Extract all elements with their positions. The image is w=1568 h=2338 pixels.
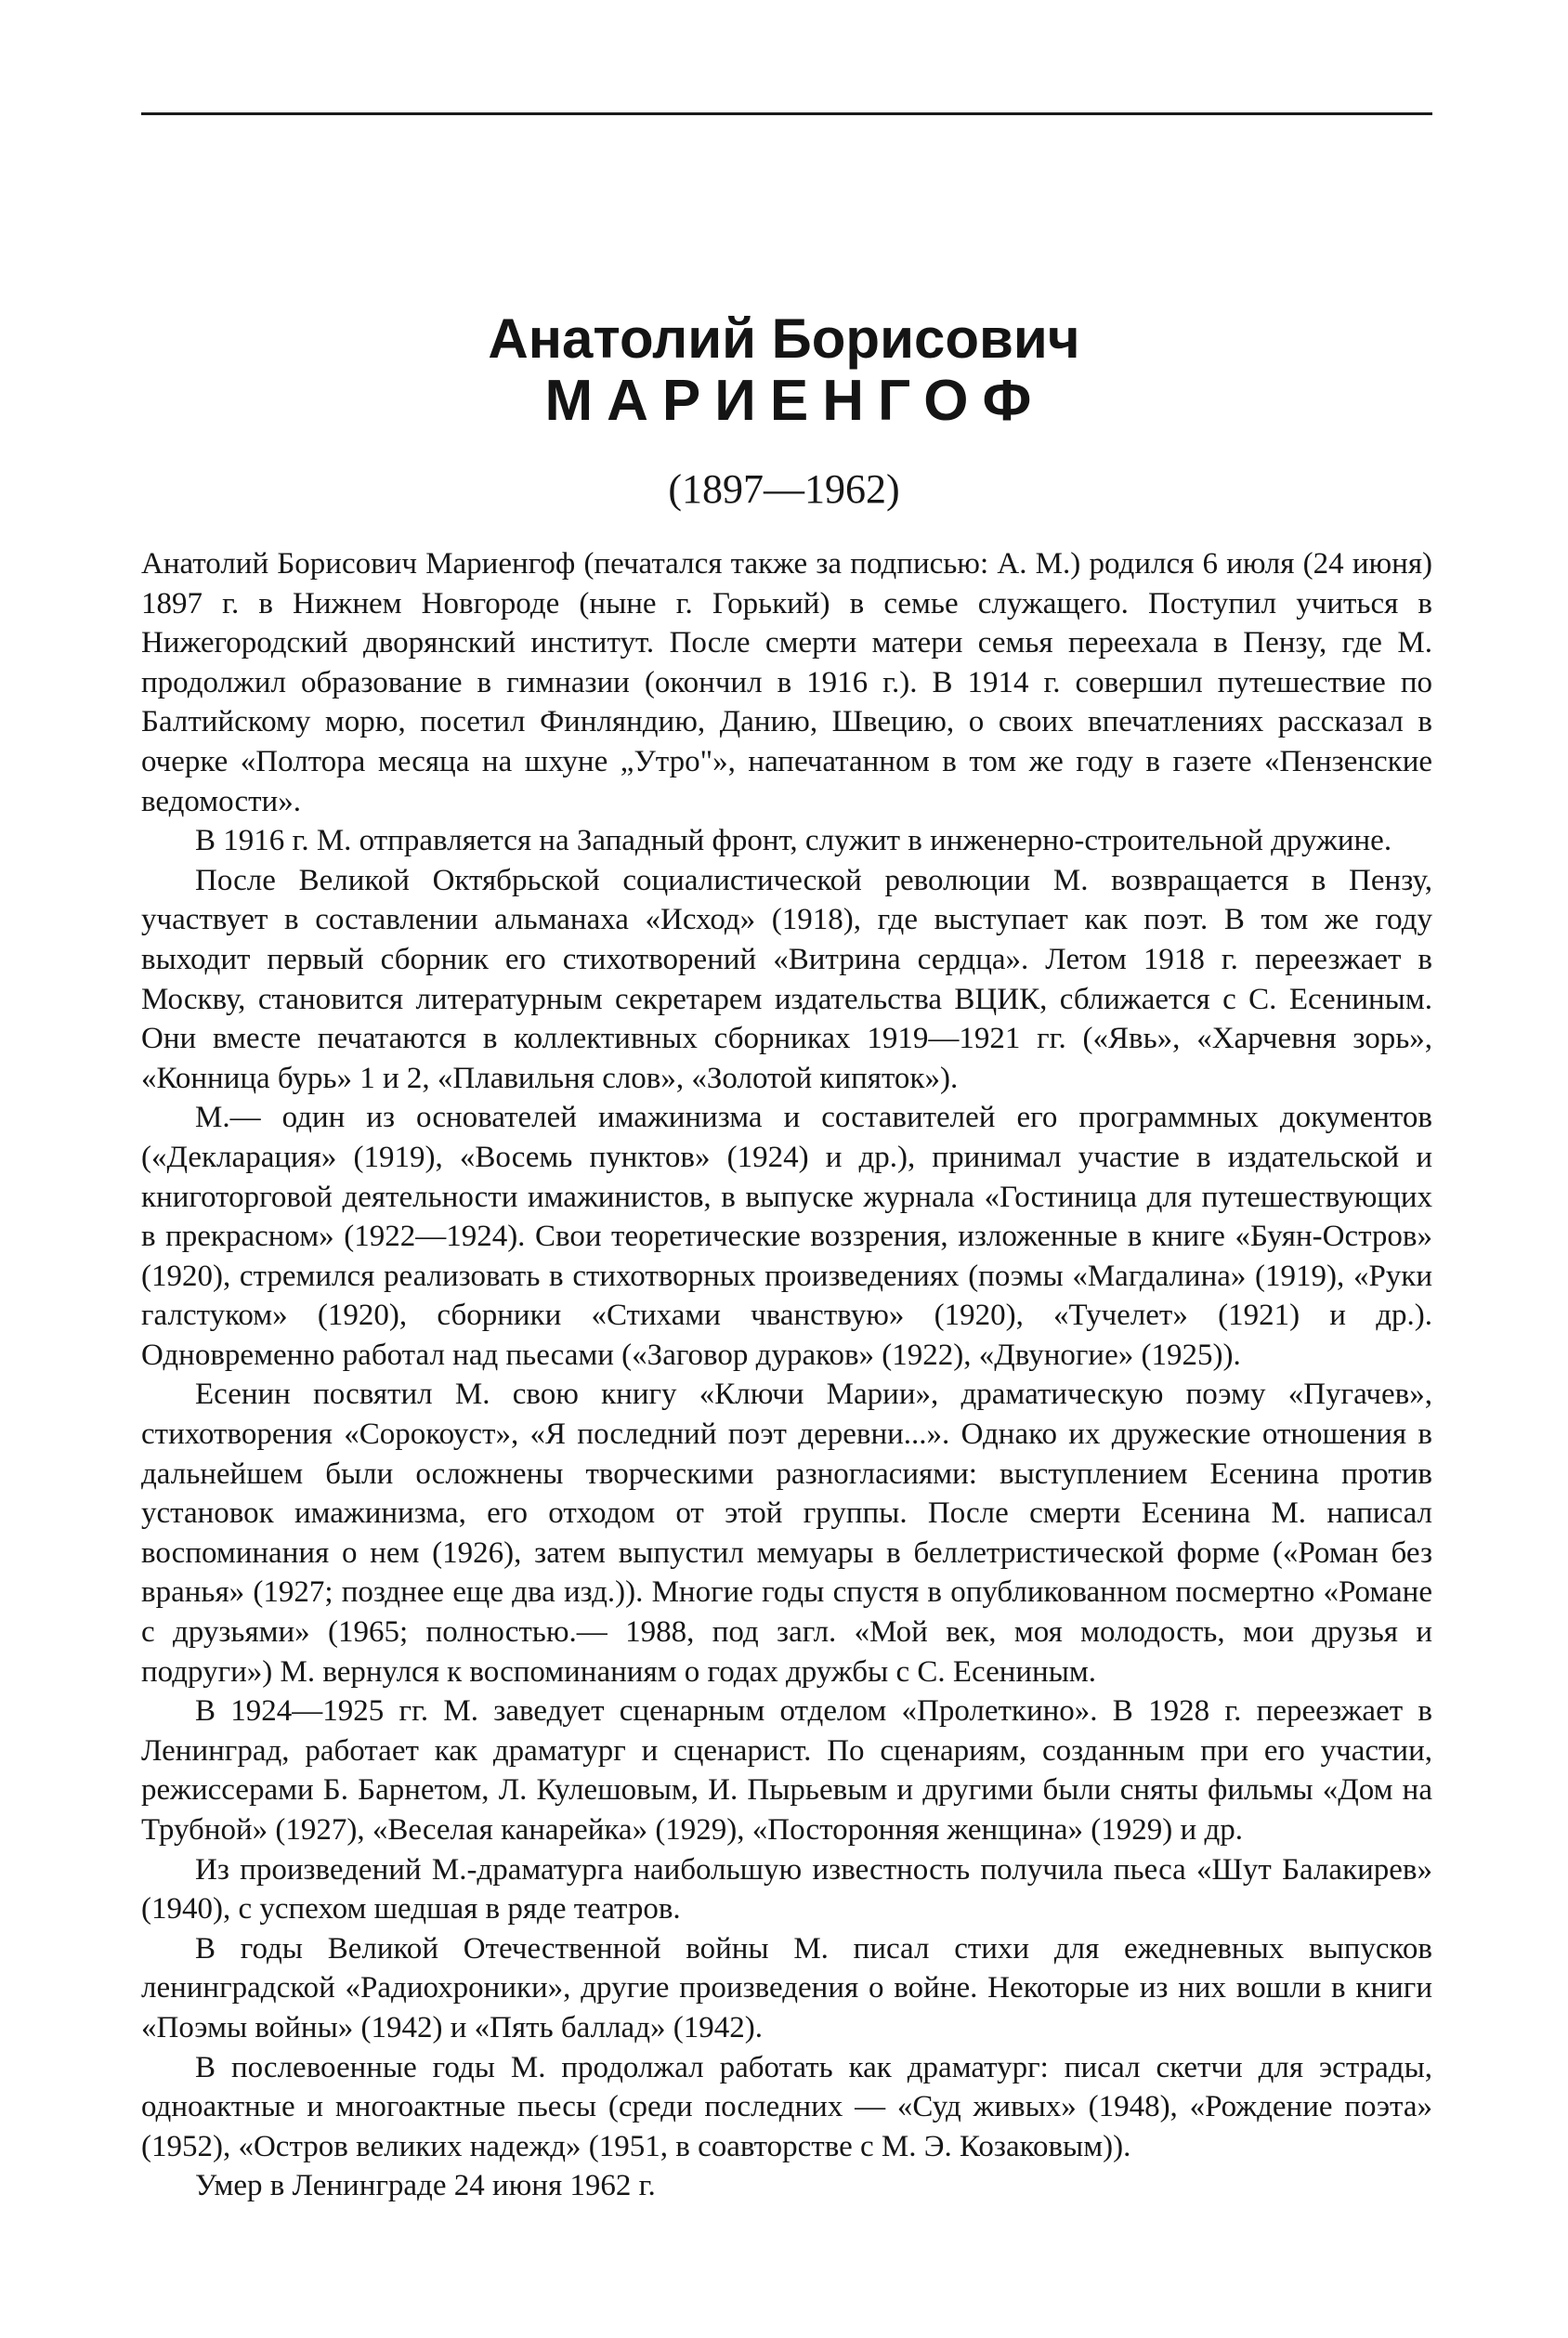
bio-paragraph-5: Есенин посвятил М. свою книгу «Ключи Марии», драматическую поэму «Пугачев», стихотворения «Сорокоуст», «Я последний поэт деревни...». Однако их дружеские отношения в дальнейшем были осложнены творческими разногласиями: выступлением Есенина против установок имажинизма, его отходом от этой группы. После смерти Есенина М. написал воспоминания о нем (1926), затем выпустил мемуары в беллетристической форме («Роман без вранья» (1927; позднее еще два изд.)). Многие годы спустя в опубликованном посмертно «Романе с друзьями» (1965; полностью.— 1988, под загл. «Мой век, моя молодость, мои друзья и подруги») М. вернулся к воспоминаниям о годах дружбы с С. Есениным. [141,1378,1432,1689]
biography-text [141,544,1432,2206]
author-surname: МАРИЕНГОФ [544,369,1046,433]
life-years: (1897—1962) [668,466,900,512]
top-rule [141,112,1432,115]
bio-paragraph-6: В 1924—1925 гг. М. заведует сценарным отделом «Пролеткино». В 1928 г. переезжает в Ленинград, работает как драматург и сценарист. По сценариям, созданным при его участии, режиссерами Б. Барнетом, Л. Кулешовым, И. Пырьевым и другими были сняты фильмы «Дом на Трубной» (1927), «Веселая канарейка» (1929), «Посторонняя женщина» (1929) и др. [141,1694,1432,1847]
bio-paragraph-7: Из произведений М.-драматурга наибольшую известность получила пьеса «Шут Балакирев» (1940), с успехом шедшая в ряде театров. [141,1852,1432,1927]
bio-paragraph-8: В годы Великой Отечественной войны М. писал стихи для ежедневных выпусков ленинградской «Радиохроники», другие произведения о войне. Некоторые из них вошли в книги «Поэмы войны» (1942) и «Пять баллад» (1942). [141,1931,1432,2044]
bio-paragraph-9: В послевоенные годы М. продолжал работать как драматург: писал скетчи для эстрады, одноактные и многоактные пьесы (среди последних — «Суд живых» (1948), «Рождение поэта» (1952), «Остров великих надежд» (1951, в соавторстве с М. Э. Козаковым)). [141,2050,1432,2163]
bio-paragraph-2: В 1916 г. М. отправляется на Западный фронт, служит в инженерно-строительной дружине. [195,824,1392,858]
author-name: Анатолий Борисович [488,307,1080,370]
bio-paragraph-10: Умер в Ленинграде 24 июня 1962 г. [195,2169,656,2203]
bio-paragraph-1: Анатолий Борисович Мариенгоф (печатался также за подписью: А. М.) родился 6 июля (24 июня) 1897 г. в Нижнем Новгороде (ныне г. Горький) в семье служащего. Поступил учиться в Нижегородский дворянский институт. После смерти матери семья переехала в Пензу, где М. продолжил образование в гимназии (окончил в 1916 г.). В 1914 г. совершил путешествие по Балтийскому морю, посетил Финляндию, Данию, Швецию, о своих впечатлениях рассказал в очерке «Полтора месяца на шхуне „Утро"», напечатанном в том же году в газете «Пензенские ведомости». [141,547,1432,818]
bio-paragraph-4: М.— один из основателей имажинизма и составителей его программных документов («Декларация» (1919), «Восемь пунктов» (1924) и др.), принимал участие в издательской и книготорговой деятельности имажинистов, в выпуске журнала «Гостиница для путешествующих в прекрасном» (1922—1924). Свои теоретические воззрения, изложенные в книге «Буян-Остров» (1920), стремился реализовать в стихотворных произведениях (поэмы «Магдалина» (1919), «Руки галстуком» (1920), сборники «Стихами чванствую» (1920), «Тучелет» (1921) и др.). Одновременно работал над пьесами («Заговор дураков» (1922), «Двуногие» (1925)). [141,1101,1432,1372]
bio-paragraph-3: После Великой Октябрьской социалистической революции М. возвращается в Пензу, участвует в составлении альманаха «Исход» (1918), где выступает как поэт. В том же году выходит первый сборник его стихотворений «Витрина сердца». Летом 1918 г. переезжает в Москву, становится литературным секретарем издательства ВЦИК, сближается с С. Есениным. Они вместе печатаются в коллективных сборниках 1919—1921 гг. («Явь», «Харчевня зорь», «Конница бурь» 1 и 2, «Плавильня слов», «Золотой кипяток»). [141,863,1432,1095]
